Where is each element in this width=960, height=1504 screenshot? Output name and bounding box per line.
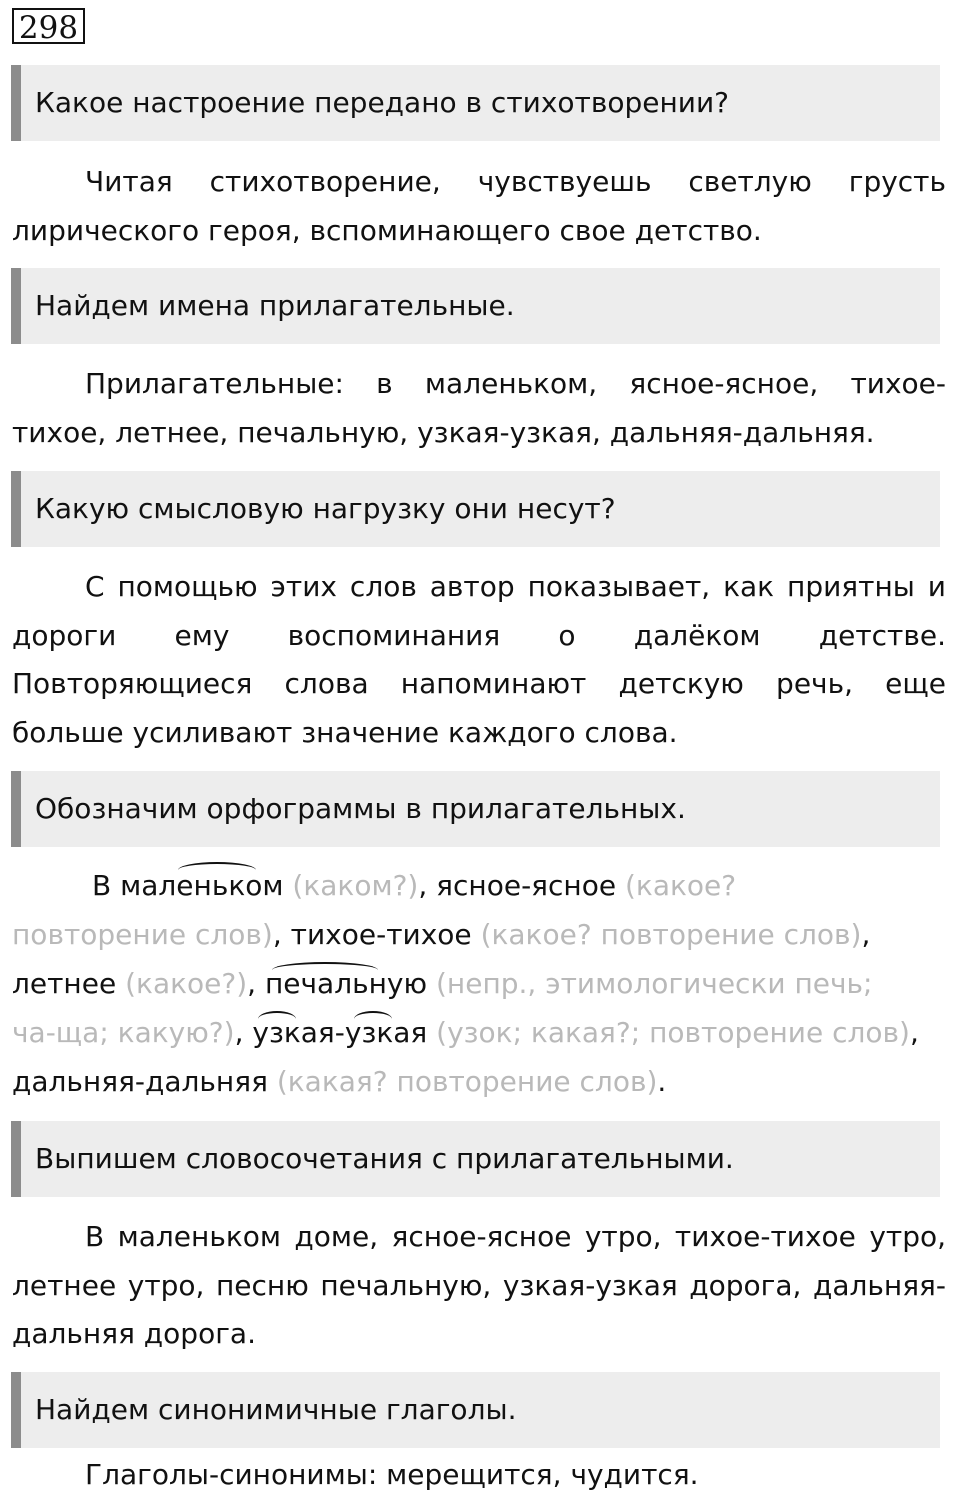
- ortho-hint-6: (непр., этимологически печь;: [435, 967, 873, 1000]
- answer-5: В маленьком доме, ясное-ясное утро, тихое-тихое утро, летнее утро, песню печальную, узкая-узкая дорога, дальняя-дальняя дорога.: [12, 1220, 946, 1350]
- question-1: Какое настроение передано в стихотворении?: [35, 86, 730, 119]
- ortho-hint-5: (какое?): [125, 967, 248, 1000]
- ortho-hint-3: повторение слов): [12, 918, 273, 951]
- question-block-5: [11, 1121, 940, 1197]
- question-block-6: [11, 1372, 940, 1448]
- question-block-2: [11, 268, 940, 344]
- question-block-4: [11, 771, 940, 847]
- ortho-word-letnee: летнее: [12, 967, 117, 1000]
- answer-6: Глаголы-синонимы: мерещится, чудится.: [85, 1458, 699, 1491]
- orthogram-line-3: летнее (какое?), печальную (непр., этимологически печь;: [12, 967, 873, 1000]
- question-block-3: [11, 471, 940, 547]
- ortho-word-malenkom: В маленьком: [92, 869, 284, 902]
- ortho-hint-7: ча-ща; какую?): [12, 1016, 235, 1049]
- root-arc-uzkaya-1: [258, 1011, 296, 1027]
- question-3: Какую смысловую нагрузку они несут?: [35, 492, 616, 525]
- root-arc-pechalnuyu: [272, 962, 378, 978]
- question-block-1: [11, 65, 940, 141]
- ortho-hint-9: (какая? повторение слов): [276, 1065, 658, 1098]
- orthogram-line-5: дальняя-дальняя (какая? повторение слов).: [12, 1065, 667, 1098]
- answer-1: Читая стихотворение, чувствуешь светлую грусть лирического героя, вспоминающего свое детство.: [12, 165, 946, 247]
- ortho-word-uzkaya: узкая-узкая: [252, 1016, 428, 1049]
- question-5: Выпишем словосочетания с прилагательными.: [35, 1142, 734, 1175]
- ortho-hint-8: (узок; какая?; повторение слов): [436, 1016, 910, 1049]
- question-4: Обозначим орфограммы в прилагательных.: [35, 792, 686, 825]
- ortho-hint-2: (какое?: [625, 869, 737, 902]
- ortho-word-dalnyaya: дальняя-дальняя: [12, 1065, 268, 1098]
- orthogram-line-4: ча-ща; какую?), узкая-узкая (узок; какая?; повторение слов),: [12, 1016, 919, 1049]
- answer-3: С помощью этих слов автор показывает, как приятны и дороги ему воспоминания о далёком детстве. Повторяющиеся слова напоминают детскую речь, еще больше усиливают значение каждого слова.: [12, 570, 946, 749]
- exercise-number: 298: [12, 8, 85, 44]
- ortho-word-pechalnuyu: печальную: [264, 967, 428, 1000]
- question-2: Найдем имена прилагательные.: [35, 289, 515, 322]
- root-arc-uzkaya-2: [354, 1011, 392, 1027]
- ortho-word-tikhoe: тихое-тихое: [290, 918, 472, 951]
- ortho-hint-4: (какое? повторение слов): [480, 918, 862, 951]
- root-arc-malenkom: [178, 862, 256, 878]
- question-6: Найдем синонимичные глаголы.: [35, 1393, 517, 1426]
- ortho-hint-1: (каком?): [292, 869, 419, 902]
- orthogram-line-1: В маленьком (каком?), ясное-ясное (какое?: [92, 869, 737, 902]
- ortho-word-yasnoe: ясное-ясное: [436, 869, 617, 902]
- answer-2: Прилагательные: в маленьком, ясное-ясное, тихое-тихое, летнее, печальную, узкая-узкая, дальняя-дальняя.: [12, 367, 946, 449]
- orthogram-line-2: повторение слов), тихое-тихое (какое? повторение слов),: [12, 918, 871, 951]
